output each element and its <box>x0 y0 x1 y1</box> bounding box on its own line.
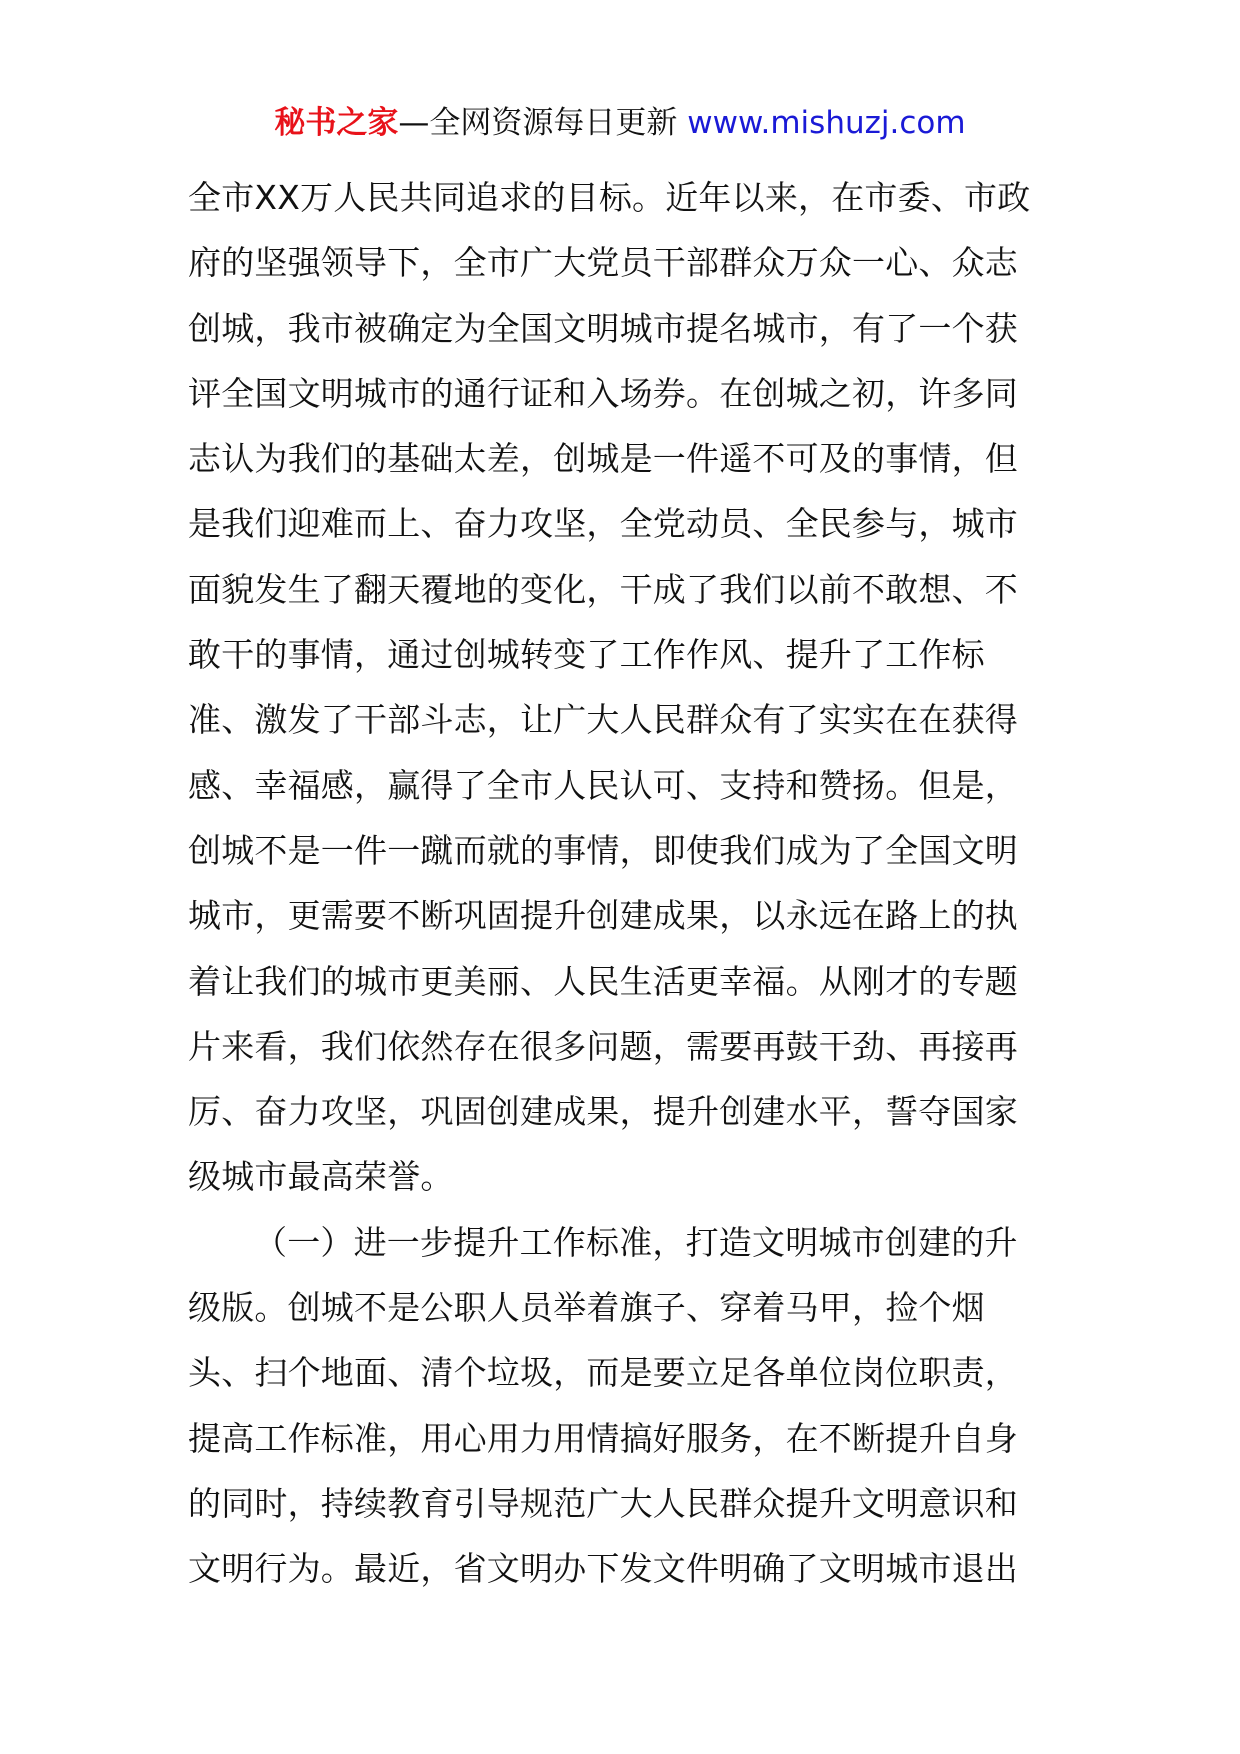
text-line: 创城，我市被确定为全国文明城市提名城市，有了一个获 <box>188 308 1018 348</box>
text-line: 的同时，持续教育引导规范广大人民群众提升文明意识和 <box>188 1483 1018 1523</box>
text-line: 文明行为。最近，省文明办下发文件明确了文明城市退出 <box>188 1549 1018 1589</box>
text-line: 敢干的事情，通过创城转变了工作作风、提升了工作标 <box>188 635 985 675</box>
text-line: 面貌发生了翻天覆地的变化，干成了我们以前不敢想、不 <box>188 569 1018 609</box>
text-line: 准、激发了干部斗志，让广大人民群众有了实实在在获得 <box>188 700 1018 740</box>
text-line: 级版。创城不是公职人员举着旗子、穿着马甲，捡个烟 <box>188 1288 985 1328</box>
text-line: 厉、奋力攻坚，巩固创建成果，提升创建水平，誓夺国家 <box>188 1092 1018 1132</box>
page-header <box>0 103 1240 143</box>
text-line: 着让我们的城市更美丽、人民生活更幸福。从刚才的专题 <box>188 961 1018 1001</box>
site-brand: 秘书之家 <box>274 105 399 141</box>
document-body <box>188 165 1068 1602</box>
text-line: 片来看，我们依然存在很多问题，需要再鼓干劲、再接再 <box>188 1026 1018 1066</box>
text-line: 感、幸福感，赢得了全市人民认可、支持和赞扬。但是， <box>188 765 1018 805</box>
site-tagline: —全网资源每日更新 <box>398 105 688 141</box>
text-line: 府的坚强领导下，全市广大党员干部群众万众一心、众志 <box>188 243 1018 283</box>
text-line: 级城市最高荣誉。 <box>188 1157 454 1197</box>
text-line: 志认为我们的基础太差，创城是一件遥不可及的事情，但 <box>188 439 1018 479</box>
text-line: 提高工作标准，用心用力用情搞好服务，在不断提升自身 <box>188 1418 1018 1458</box>
section-heading-line: （一）进一步提升工作标准，打造文明城市创建的升 <box>254 1222 1018 1262</box>
text-line: 评全国文明城市的通行证和入场券。在创城之初，许多同 <box>188 373 1018 413</box>
text-line: 全市XX万人民共同追求的目标。近年以来，在市委、市政 <box>188 178 1031 217</box>
text-line: 是我们迎难而上、奋力攻坚，全党动员、全民参与，城市 <box>188 504 1018 544</box>
site-url-link[interactable]: www.mishuzj.com <box>687 105 966 141</box>
text-line: 创城不是一件一蹴而就的事情，即使我们成为了全国文明 <box>188 830 1018 870</box>
text-line: 头、扫个地面、清个垃圾，而是要立足各单位岗位职责， <box>188 1353 1018 1393</box>
text-line: 城市，更需要不断巩固提升创建成果，以永远在路上的执 <box>188 896 1018 936</box>
